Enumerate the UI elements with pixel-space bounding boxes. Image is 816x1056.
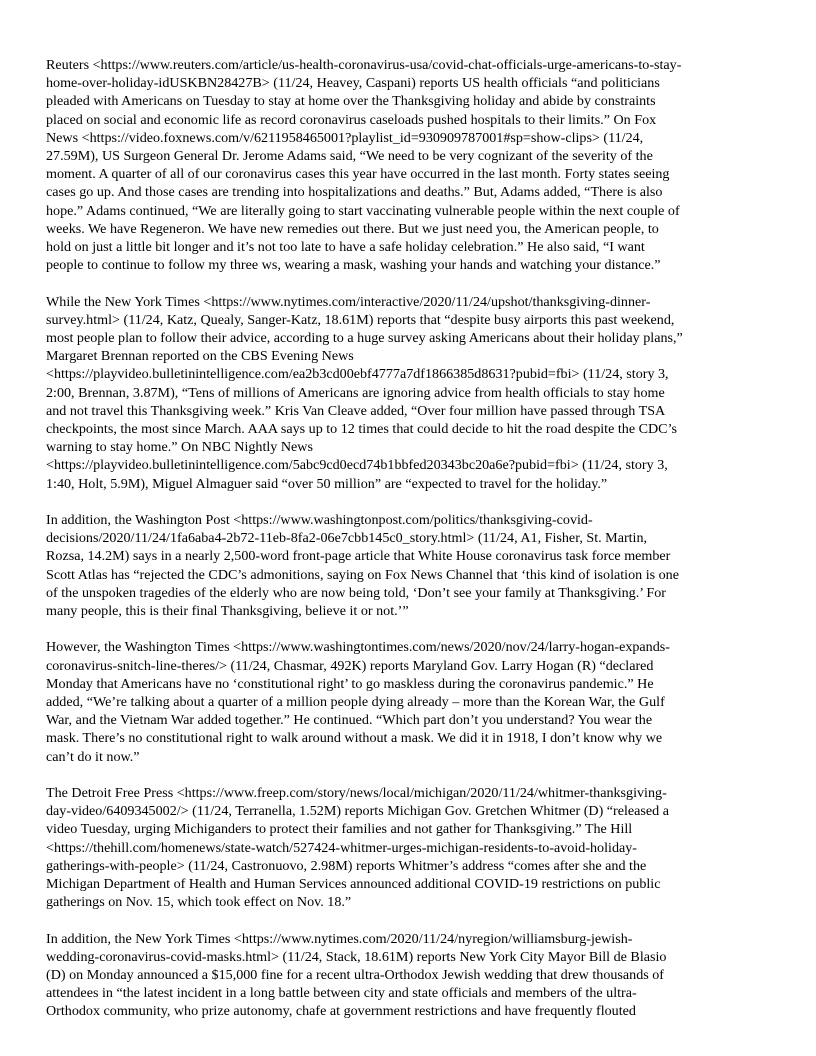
paragraph-washington-post-atlas: In addition, the Washington Post <https://www.washingtonpost.com/politics/thanksgiving-covid- decisions/2020/11/24/1fa6aba4-2b72-11eb-8fa2-06e7cbb145c0_story.html> (11/24, A1, Fisher, St. Martin, Rozsa, 14.2M) says in a nearly 2,500-word front-page article that White House coronavirus task force member Scott Atlas has “rejected the CDC’s admonitions, saying on Fox News Channel that ‘this kind of isolation is one of the unspoken tragedies of the elderly who are now being told, ‘Don’t see your family at Thanksgiving.’ For many people, this is their final Thanksgiving, believe it or not.’”: [46, 512, 679, 620]
document-page: [46, 56, 772, 1039]
paragraph-nyt-thanksgiving-survey: While the New York Times <https://www.nytimes.com/interactive/2020/11/24/upshot/thanksgiving-dinner- survey.html> (11/24, Katz, Quealy, Sanger-Katz, 18.61M) reports that “despite busy airports this past weekend, most people plan to follow their advice, according to a huge survey asking Americans about their holiday plans,” Margaret Brennan reported on the CBS Evening News <https://playvideo.bulletinintelligence.com/ea2b3cd00ebf4777a7df1866385d8631?pubid=fbi> (11/24, story 3, 2:00, Brennan, 3.87M), “Tens of millions of Americans are ignoring advice from health officials to stay home and not travel this Thanksgiving week.” Kris Van Cleave added, “Over four million have passed through TSA checkpoints, the most since March. AAA says up to 12 times that could decide to hit the road despite the CDC’s warning to stay home.” On NBC Nightly News <https://playvideo.bulletinintelligence.com/5abc9cd0ecd74b1bbfed20343bc20a6e?pubid=fbi> (11/24, story 3, 1:40, Holt, 5.9M), Miguel Almaguer said “over 50 million” are “expected to travel for the holiday.”: [46, 293, 683, 492]
paragraph-nyt-de-blasio-fine: In addition, the New York Times <https://www.nytimes.com/2020/11/24/nyregion/williamsburg-jewish- wedding-coronavirus-covid-masks.html> (11/24, Stack, 18.61M) reports New York City Mayor Bill de Blasio (D) on Monday announced a $15,000 fine for a recent ultra-Orthodox Jewish wedding that drew thousands of attendees in “the latest incident in a long battle between city and state officials and members of the ultra- Orthodox community, who prize autonomy, chafe at government restrictions and have frequently flouted: [46, 930, 667, 1020]
paragraph-detroit-free-press-whitmer: The Detroit Free Press <https://www.freep.com/story/news/local/michigan/2020/11/24/whitmer-thanksgiving- day-video/6409345002/> (11/24, Terranella, 1.52M) reports Michigan Gov. Gretchen Whitmer (D) “released a video Tuesday, urging Michiganders to protect their families and not gather for Thanksgiving.” The Hill <https://thehill.com/homenews/state-watch/527424-whitmer-urges-michigan-residents-to-avoid-holiday- gatherings-with-people> (11/24, Castronuovo, 2.98M) reports Whitmer’s address “comes after she and the Michigan Department of Health and Human Services announced additional COVID-19 restrictions on public gatherings on Nov. 15, which took effect on Nov. 18.”: [46, 785, 669, 911]
paragraph-washington-times-hogan: However, the Washington Times <https://www.washingtontimes.com/news/2020/nov/24/larry-hogan-expands- coronavirus-snitch-line-theres/> (11/24, Chasmar, 492K) reports Maryland Gov. Larry Hogan (R) “declared Monday that Americans have no ‘constitutional right’ to go maskless during the coronavirus pandemic.” He added, “We’re talking about a quarter of a million people dying already – more than the Korean War, the Gulf War, and the Vietnam War added together.” He continued. “Which part don’t you understand? You wear the mask. There’s no constitutional right to walk around without a mask. We did it in 1918, I don’t know why we can’t do it now.”: [46, 639, 670, 765]
paragraph-reuters-health-officials: Reuters <https://www.reuters.com/article/us-health-coronavirus-usa/covid-chat-officials-urge-americans-to-stay- home-over-holiday-idUSKBN28427B> (11/24, Heavey, Caspani) reports US health officials “and politicians pleaded with Americans on Tuesday to stay at home over the Thanksgiving holiday and abide by constraints placed on social and economic life as record coronavirus caseloads pushed hospitals to their limits.” On Fox News <https://video.foxnews.com/v/6211958465001?playlist_id=930909787001#sp=show-clips> (11/24, 27.59M), US Surgeon General Dr. Jerome Adams said, “We need to be very cognizant of the severity of the moment. A quarter of all of our coronavirus cases this year have occurred in the last month. Forty states seeing cases go up. And those cases are trending into hospitalizations and deaths.” But, Adams added, “There is also hope.” Adams continued, “We are literally going to start vaccinating vulnerable people within the next couple of weeks. We have Regeneron. We have new remedies out there. But we just need you, the American people, to hold on just a little bit longer and it’s not too late to have a safe holiday celebration.” He also said, “I want people to continue to follow my three ws, wearing a mask, washing your hands and watching your distance.”: [46, 57, 682, 274]
